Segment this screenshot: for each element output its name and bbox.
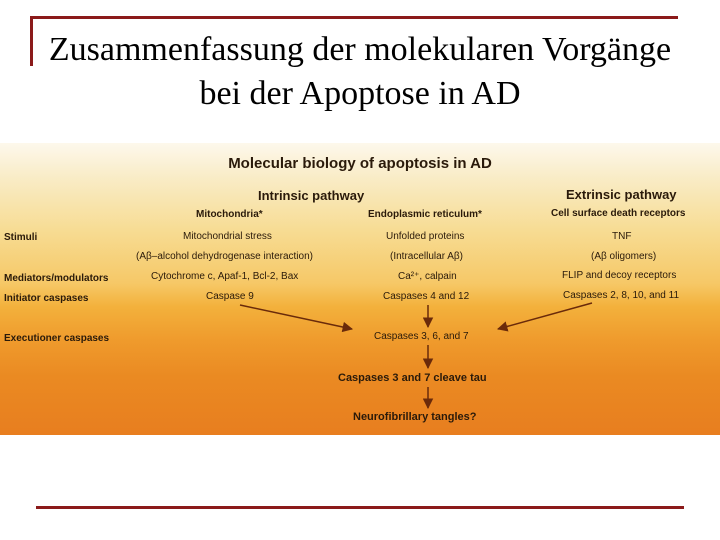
stimulus-ext-2: (Aβ oligomers) (591, 251, 657, 262)
column-endoplasmic-reticulum: Endoplasmic reticulum* (368, 209, 482, 220)
initiator-mito: Caspase 9 (206, 291, 254, 302)
footer-rule (36, 506, 684, 509)
row-label-stimuli: Stimuli (4, 232, 38, 243)
row-label-executioner: Executioner caspases (4, 333, 110, 344)
caspases-cleave-tau: Caspases 3 and 7 cleave tau (338, 372, 487, 384)
pathway-arrows (0, 143, 720, 435)
slide-title (0, 28, 720, 116)
slide-title-line-1: Zusammenfassung der molekularen Vorgänge (48, 31, 672, 68)
stimulus-mito-2: (Aβ–alcohol dehydrogenase interaction) (136, 251, 313, 262)
mediator-er: Ca²⁺, calpain (398, 271, 457, 282)
executioner-caspases: Caspases 3, 6, and 7 (374, 331, 469, 342)
apoptosis-figure (0, 143, 720, 435)
row-label-mediators: Mediators/modulators (4, 273, 109, 284)
column-mitochondria: Mitochondria* (196, 209, 263, 220)
intrinsic-pathway-heading: Intrinsic pathway (258, 188, 365, 203)
neurofibrillary-tangles: Neurofibrillary tangles? (353, 411, 477, 423)
extrinsic-pathway-heading: Extrinsic pathway (566, 187, 677, 202)
mediator-ext: FLIP and decoy receptors (562, 270, 677, 281)
stimulus-er-2: (Intracellular Aβ) (390, 251, 463, 262)
stimulus-er-1: Unfolded proteins (386, 231, 465, 242)
mediator-mito: Cytochrome c, Apaf-1, Bcl-2, Bax (151, 271, 299, 282)
column-cell-surface: Cell surface death receptors (551, 208, 686, 219)
initiator-er: Caspases 4 and 12 (383, 291, 470, 302)
stimulus-mito-1: Mitochondrial stress (183, 231, 272, 242)
stimulus-ext-1: TNF (612, 231, 632, 242)
row-label-initiator: Initiator caspases (4, 293, 89, 304)
figure-title: Molecular biology of apoptosis in AD (228, 155, 492, 172)
arrow-caspase9-to-executioner (240, 305, 352, 329)
slide-title-line-2: bei der Apoptose in AD (199, 75, 521, 112)
title-rule-top (30, 16, 678, 19)
arrow-caspase2-8-to-executioner (498, 303, 592, 329)
initiator-ext: Caspases 2, 8, 10, and 11 (563, 290, 680, 301)
